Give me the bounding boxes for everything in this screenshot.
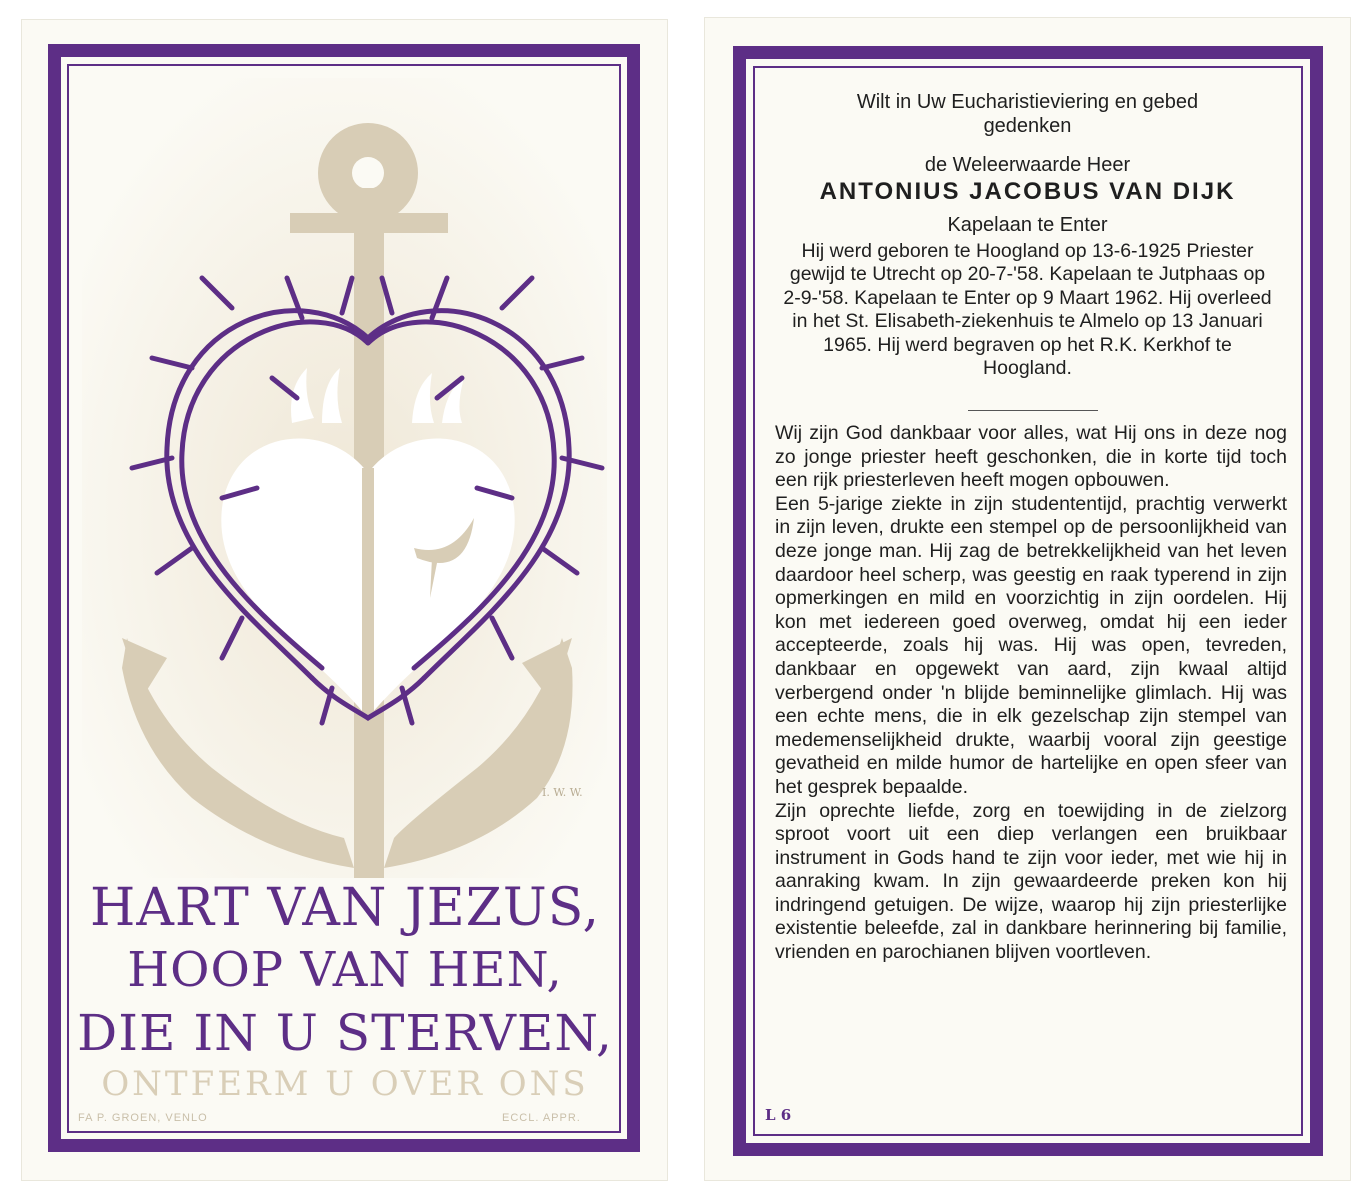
printer-credit: FA P. GROEN, VENLO xyxy=(78,1112,208,1124)
deceased-role: Kapelaan te Enter xyxy=(947,214,1108,236)
ecclesiastical-approval: ECCL. APPR. xyxy=(502,1112,581,1124)
motto-line-2: HOOP VAN HEN, xyxy=(127,942,563,998)
artist-initials: I. W. W. xyxy=(542,786,583,799)
tribute-text xyxy=(775,422,1287,965)
memorial-card-front xyxy=(22,20,667,1180)
motto-line-3: DIE IN U STERVEN, xyxy=(77,1004,613,1062)
biography: Hij werd geboren te Hoogland op 13-6-1925 Priester gewijd te Utrecht op 20-7-'58. Kapelaan te Jutphaas op 2-9-'58. Kapelaan te Enter op 9 Maart 1962. Hij overleed in het St. Elisabeth-ziekenhuis te Almelo op 13 Januari 1965. Hij werd begraven op het R.K. Kerkhof te Hoogland. xyxy=(783,240,1272,380)
deceased-name: ANTONIUS JACOBUS VAN DIJK xyxy=(819,178,1236,205)
tribute-paragraph-3: Zijn oprechte liefde, zorg en toewijding in de zielzorg sproot voort uit een diep verlangen een bruikbaar instrument in Gods hand te zijn voor ieder, met wie hij in aanraking kwam. In zijn gewaardeerde preken kon hij indringend getuigen. De wijze, waarop hij zijn priesterlijke existentie beleefde, zal in dankbare herinnering bij familie, vrienden en parochianen blijven voortleven. xyxy=(775,799,1287,964)
tribute-paragraph-2: Een 5-jarige ziekte in zijn studententijd, prachtig verwerkt in zijn leven, drukte een stempel op de persoonlijkheid van deze jonge man. Hij zag de betrekkelijkheid van het leven daardoor heel scherp, was geestig en raak typerend in zijn opmerkingen en mild en voorzichtig in zijn oordelen. Hij kon met iedereen goed overweg, omdat hij een ieder accepteerde, zoals hij was. Hij was open, tevreden, dankbaar en opgewekt van aard, zijn kwaal altijd verbergend onder 'n blijde beminnelijke glimlach. Hij was een echte mens, die in elk gezelschap zijn stempel van medemenselijkheid drukte, waarbij vooral zijn geestige gevatheid en milde humor de hartelijke en open sfeer van het gesprek bepaalde. xyxy=(775,492,1287,798)
honorific: de Weleerwaarde Heer xyxy=(924,154,1131,176)
anchor-heart-illustration xyxy=(82,78,607,878)
motto-line-1: HART VAN JEZUS, xyxy=(89,878,600,938)
print-code: L 6 xyxy=(765,1106,792,1124)
tribute-paragraph-1: Wij zijn God dankbaar voor alles, wat Hij ons in deze nog zo jonge priester heeft geschonken, die in korte tijd toch een rijk priesterleven heeft mogen opbouwen. xyxy=(775,422,1287,492)
memorial-card-back xyxy=(705,18,1350,1180)
motto-line-4: ONTFERM U OVER ONS xyxy=(101,1064,589,1104)
intro-text: Wilt in Uw Eucharistieviering en gebed gedenken xyxy=(856,91,1199,137)
divider xyxy=(968,410,1098,411)
